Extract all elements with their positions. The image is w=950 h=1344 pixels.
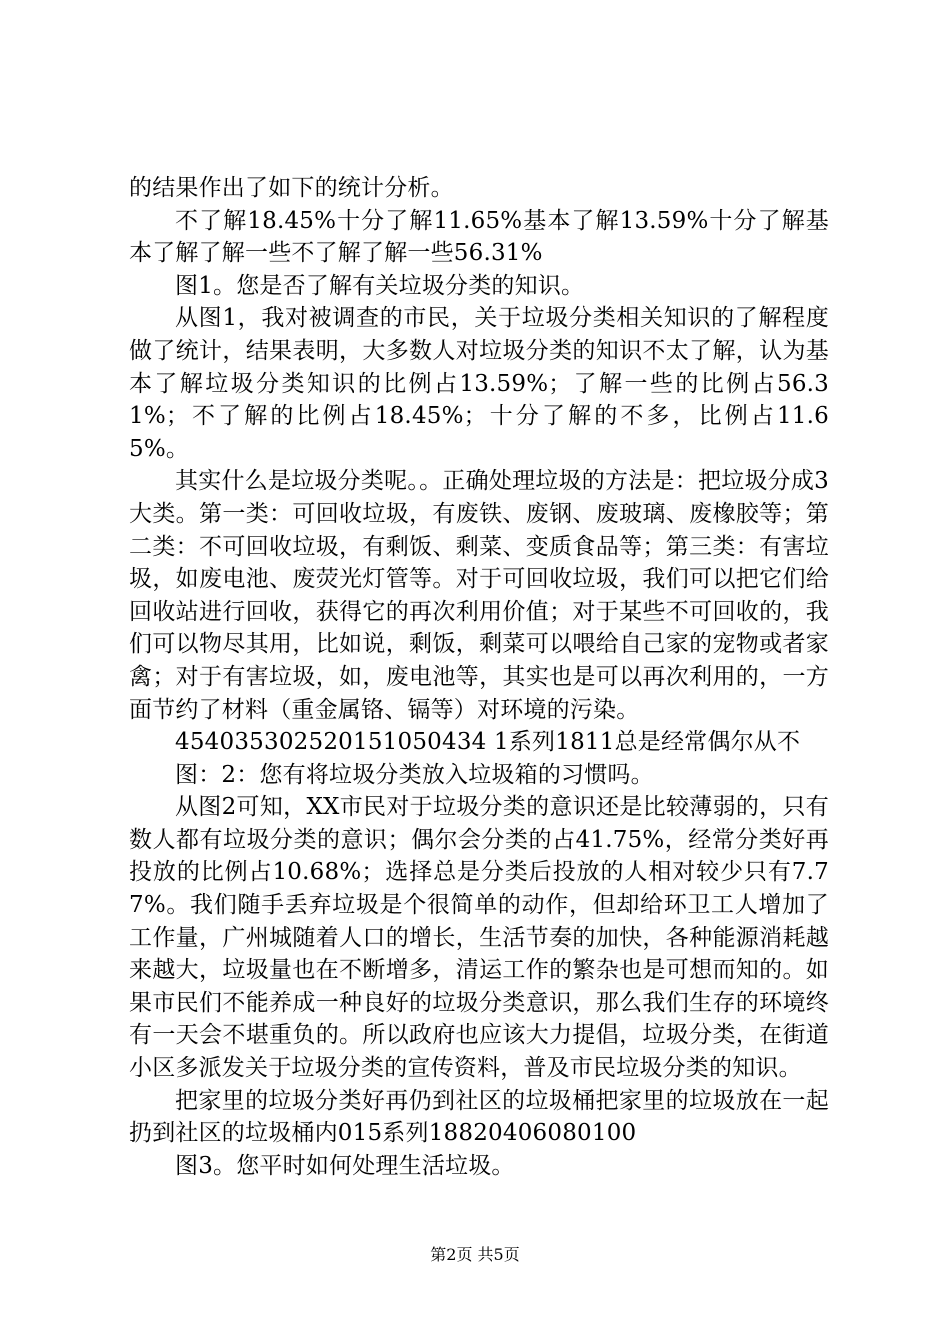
- paragraph-2: 不了解18.45%十分了解11.65%基本了解13.59%十分了解基本了解了解一些不了解了解一些56.31%: [129, 207, 829, 267]
- paragraph-4: 从图1，我对被调查的市民，关于垃圾分类相关知识的了解程度做了统计，结果表明，大多数人对垃圾分类的知识不太了解，认为基本了解垃圾分类知识的比例占13.59%；了解一些的比例占56.31%；不了解的比例占18.45%；十分了解的不多，比例占11.65%。: [129, 305, 829, 462]
- paragraph-6: 454035302520151050434 1系列1811总是经常偶尔从不: [175, 729, 801, 756]
- paragraph-8: 从图2可知，XX市民对于垃圾分类的意识还是比较薄弱的，只有数人都有垃圾分类的意识；偶尔会分类的占41.75%，经常分类好再投放的比例占10.68%；选择总是分类后投放的人相对较少只有7.77%。我们随手丢弃垃圾是个很简单的动作，但却给环卫工人增加了工作量，广州城随着人口的增长，生活节奏的加快，各种能源消耗越来越大，垃圾量也在不断增多，清运工作的繁杂也是可想而知的。如果市民们不能养成一种良好的垃圾分类意识，那么我们生存的环境终有一天会不堪重负的。所以政府也应该大力提倡，垃圾分类，在街道小区多派发关于垃圾分类的宣传资料，普及市民垃圾分类的知识。: [129, 794, 829, 1082]
- page-footer: 第2页 共5页: [430, 1245, 520, 1264]
- figure-caption-1: 图1。您是否了解有关垃圾分类的知识。: [175, 272, 585, 299]
- paragraph-1: 的结果作出了如下的统计分析。: [129, 175, 454, 201]
- paragraph-9: 把家里的垃圾分类好再仍到社区的垃圾桶把家里的垃圾放在一起扔到社区的垃圾桶内015系列18820406080100: [129, 1087, 829, 1147]
- figure-caption-2: 图：2：您有将垃圾分类放入垃圾箱的习惯吗。: [175, 761, 654, 788]
- paragraph-5: 其实什么是垃圾分类呢。。正确处理垃圾的方法是：把垃圾分成3大类。第一类：可回收垃圾，有废铁、废钢、废玻璃、废橡胶等；第二类：不可回收垃圾，有剩饭、剩菜、变质食品等；第三类：有害垃圾，如废电池、废荧光灯管等。对于可回收垃圾，我们可以把它们给回收站进行回收，获得它的再次利用价值；对于某些不可回收的，我们可以物尽其用，比如说，剩饭，剩菜可以喂给自己家的宠物或者家禽；对于有害垃圾，如，废电池等，其实也是可以再次利用的，一方面节约了材料（重金属铬、镉等）对环境的污染。: [129, 468, 829, 723]
- document-body: [129, 172, 829, 1182]
- figure-caption-3: 图3。您平时如何处理生活垃圾。: [175, 1152, 515, 1179]
